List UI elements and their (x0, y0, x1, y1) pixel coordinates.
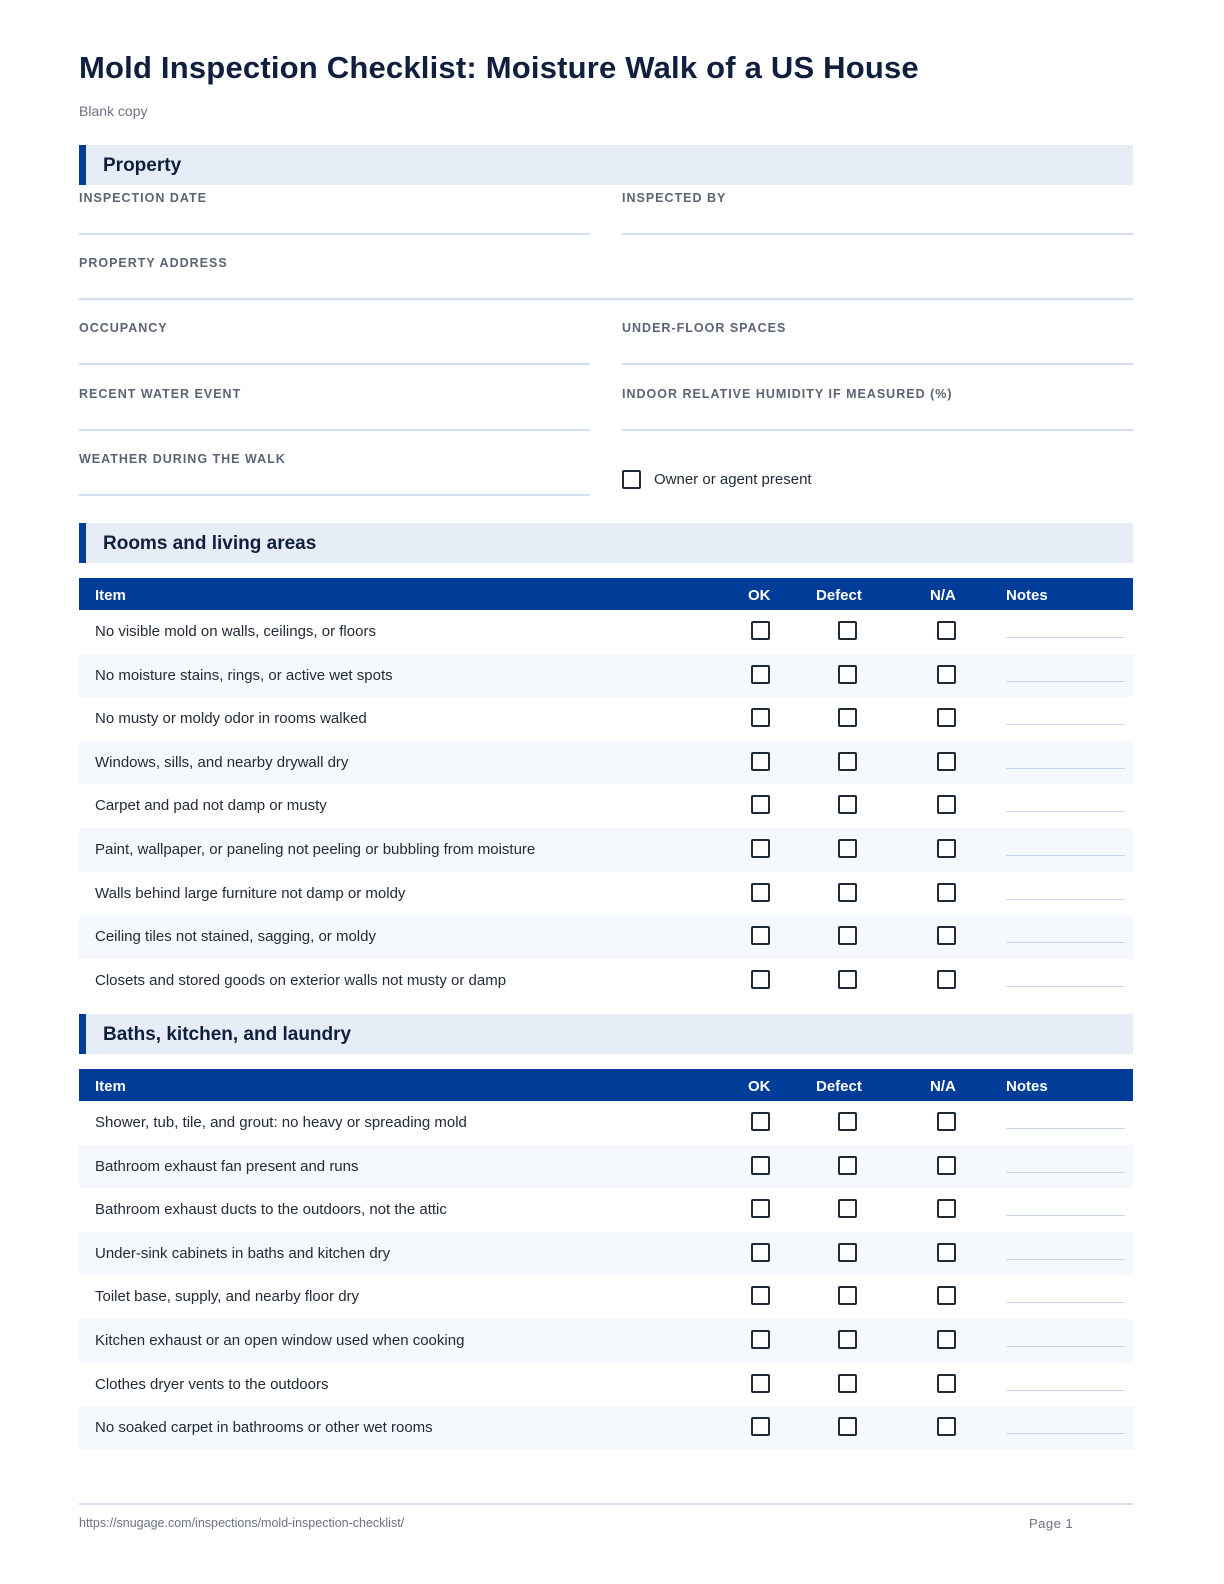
col-item: Item (95, 587, 126, 604)
table-row (79, 1275, 1133, 1319)
table-row (79, 741, 1133, 785)
item-label: Bathroom exhaust ducts to the outdoors, not the attic (95, 1201, 447, 1219)
table-row (79, 828, 1133, 872)
defect-checkbox[interactable] (838, 839, 857, 858)
item-label: No visible mold on walls, ceilings, or floors (95, 623, 376, 640)
defect-checkbox[interactable] (838, 926, 857, 945)
col-item: Item (95, 1078, 126, 1095)
defect-checkbox[interactable] (838, 752, 857, 771)
section-title-property: Property (103, 155, 182, 176)
footer-divider (79, 1503, 1133, 1505)
notes-field[interactable] (1006, 1390, 1125, 1391)
ok-checkbox[interactable] (751, 1286, 770, 1305)
item-label: Toilet base, supply, and nearby floor dry (95, 1288, 360, 1306)
owner-present-checkbox[interactable] (622, 470, 641, 489)
table-row (79, 915, 1133, 959)
defect-checkbox[interactable] (838, 1417, 857, 1436)
notes-field[interactable] (1006, 1215, 1125, 1216)
na-checkbox[interactable] (937, 1330, 956, 1349)
table-row (79, 697, 1133, 741)
ok-checkbox[interactable] (751, 708, 770, 727)
table-row (79, 1363, 1133, 1407)
page-subtitle: Blank copy (79, 103, 148, 119)
defect-checkbox[interactable] (838, 1112, 857, 1131)
item-label: No moisture stains, rings, or active wet spots (95, 666, 393, 684)
inspected-by-label: INSPECTED BY (622, 191, 727, 205)
table-row (79, 784, 1133, 828)
na-checkbox[interactable] (937, 1199, 956, 1218)
col-na: N/A (930, 587, 956, 604)
na-checkbox[interactable] (937, 795, 956, 814)
item-label: Under-sink cabinets in baths and kitchen dry (95, 1244, 391, 1262)
occupancy-label: OCCUPANCY (79, 321, 168, 335)
owner-present-check[interactable] (622, 470, 812, 489)
col-ok: OK (748, 1078, 771, 1095)
inspection-date-field[interactable] (79, 185, 590, 235)
table-row (79, 959, 1133, 1003)
defect-checkbox[interactable] (838, 708, 857, 727)
section-header-rooms (79, 523, 1133, 563)
na-checkbox[interactable] (937, 752, 956, 771)
under-floor-label: UNDER-FLOOR SPACES (622, 321, 787, 335)
weather-field[interactable] (79, 446, 590, 496)
table-row (79, 1232, 1133, 1276)
na-checkbox[interactable] (937, 1243, 956, 1262)
na-checkbox[interactable] (937, 970, 956, 989)
ok-checkbox[interactable] (751, 839, 770, 858)
col-ok: OK (748, 587, 771, 604)
defect-checkbox[interactable] (838, 1243, 857, 1262)
baths-table-header (79, 1069, 1133, 1101)
notes-field[interactable] (1006, 637, 1125, 638)
section-title-baths: Baths, kitchen, and laundry (103, 1024, 352, 1045)
ok-checkbox[interactable] (751, 1112, 770, 1131)
ok-checkbox[interactable] (751, 752, 770, 771)
ok-checkbox[interactable] (751, 1199, 770, 1218)
defect-checkbox[interactable] (838, 1330, 857, 1349)
na-checkbox[interactable] (937, 1156, 956, 1175)
defect-checkbox[interactable] (838, 665, 857, 684)
page-number: Page 1 (1029, 1516, 1074, 1531)
inspected-by-field[interactable] (622, 185, 1133, 235)
na-checkbox[interactable] (937, 883, 956, 902)
na-checkbox[interactable] (937, 1112, 956, 1131)
notes-field[interactable] (1006, 942, 1125, 943)
table-row (79, 610, 1133, 654)
item-label: Shower, tub, tile, and grout: no heavy or spreading mold (95, 1114, 467, 1131)
weather-label: WEATHER DURING THE WALK (79, 452, 286, 466)
notes-field[interactable] (1006, 986, 1125, 987)
water-event-field[interactable] (79, 381, 590, 431)
na-checkbox[interactable] (937, 839, 956, 858)
humidity-label: INDOOR RELATIVE HUMIDITY IF MEASURED (%) (622, 387, 953, 401)
na-checkbox[interactable] (937, 708, 956, 727)
ok-checkbox[interactable] (751, 665, 770, 684)
notes-field[interactable] (1006, 1259, 1125, 1260)
item-label: No musty or moldy odor in rooms walked (95, 710, 367, 728)
ok-checkbox[interactable] (751, 621, 770, 640)
table-row (79, 1406, 1133, 1450)
notes-field[interactable] (1006, 1302, 1125, 1303)
item-label: Paint, wallpaper, or paneling not peeling or bubbling from moisture (95, 840, 536, 858)
table-row (79, 1101, 1133, 1145)
ok-checkbox[interactable] (751, 1374, 770, 1393)
notes-field[interactable] (1006, 768, 1125, 769)
ok-checkbox[interactable] (751, 795, 770, 814)
ok-checkbox[interactable] (751, 883, 770, 902)
notes-field[interactable] (1006, 811, 1125, 812)
rooms-table-body (79, 610, 1133, 1002)
table-row (79, 1188, 1133, 1232)
property-address-label: PROPERTY ADDRESS (79, 256, 228, 270)
notes-field[interactable] (1006, 1433, 1125, 1434)
notes-field[interactable] (1006, 681, 1125, 682)
baths-table (79, 1069, 1133, 1450)
table-row (79, 872, 1133, 916)
item-label: Walls behind large furniture not damp or moldy (95, 884, 406, 902)
item-label: Ceiling tiles not stained, sagging, or moldy (95, 928, 376, 946)
item-label: Windows, sills, and nearby drywall dry (95, 753, 349, 771)
col-defect: Defect (816, 1078, 862, 1095)
humidity-field[interactable] (622, 381, 1133, 431)
item-label: Kitchen exhaust or an open window used when cooking (95, 1331, 465, 1349)
owner-present-label: Owner or agent present (654, 471, 812, 488)
inspection-date-label: INSPECTION DATE (79, 191, 207, 205)
under-floor-field[interactable] (622, 315, 1133, 365)
section-title-rooms: Rooms and living areas (103, 533, 317, 554)
table-row (79, 1145, 1133, 1189)
section-header-baths (79, 1014, 1133, 1054)
occupancy-field[interactable] (79, 315, 590, 365)
ok-checkbox[interactable] (751, 1330, 770, 1349)
table-row (79, 654, 1133, 698)
section-header-property (79, 145, 1133, 185)
na-checkbox[interactable] (937, 1286, 956, 1305)
col-na: N/A (930, 1078, 956, 1095)
item-label: Bathroom exhaust fan present and runs (95, 1157, 359, 1175)
notes-field[interactable] (1006, 1128, 1125, 1129)
rooms-table-header (79, 578, 1133, 610)
na-checkbox[interactable] (937, 621, 956, 640)
water-event-label: RECENT WATER EVENT (79, 387, 242, 401)
table-row (79, 1319, 1133, 1363)
defect-checkbox[interactable] (838, 1156, 857, 1175)
item-label: Closets and stored goods on exterior walls not musty or damp (95, 971, 507, 989)
baths-table-body (79, 1101, 1133, 1450)
defect-checkbox[interactable] (838, 883, 857, 902)
item-label: Carpet and pad not damp or musty (95, 797, 327, 815)
ok-checkbox[interactable] (751, 1243, 770, 1262)
footer-url[interactable]: https://snugage.com/inspections/mold-inspection-checklist/ (79, 1516, 405, 1530)
defect-checkbox[interactable] (838, 970, 857, 989)
ok-checkbox[interactable] (751, 970, 770, 989)
property-address-field[interactable] (79, 250, 1133, 300)
col-notes: Notes (1006, 587, 1048, 604)
ok-checkbox[interactable] (751, 1156, 770, 1175)
ok-checkbox[interactable] (751, 926, 770, 945)
ok-checkbox[interactable] (751, 1417, 770, 1436)
na-checkbox[interactable] (937, 1417, 956, 1436)
page-title: Mold Inspection Checklist: Moisture Walk of a US House (79, 50, 919, 85)
notes-field[interactable] (1006, 1346, 1125, 1347)
defect-checkbox[interactable] (838, 621, 857, 640)
notes-field[interactable] (1006, 1172, 1125, 1173)
defect-checkbox[interactable] (838, 1286, 857, 1305)
item-label: Clothes dryer vents to the outdoors (95, 1375, 329, 1393)
item-label: No soaked carpet in bathrooms or other wet rooms (95, 1419, 433, 1437)
notes-field[interactable] (1006, 899, 1125, 900)
notes-field[interactable] (1006, 724, 1125, 725)
na-checkbox[interactable] (937, 1374, 956, 1393)
col-notes: Notes (1006, 1078, 1048, 1095)
defect-checkbox[interactable] (838, 795, 857, 814)
na-checkbox[interactable] (937, 926, 956, 945)
rooms-table (79, 578, 1133, 1002)
na-checkbox[interactable] (937, 665, 956, 684)
defect-checkbox[interactable] (838, 1374, 857, 1393)
col-defect: Defect (816, 587, 862, 604)
defect-checkbox[interactable] (838, 1199, 857, 1218)
notes-field[interactable] (1006, 855, 1125, 856)
